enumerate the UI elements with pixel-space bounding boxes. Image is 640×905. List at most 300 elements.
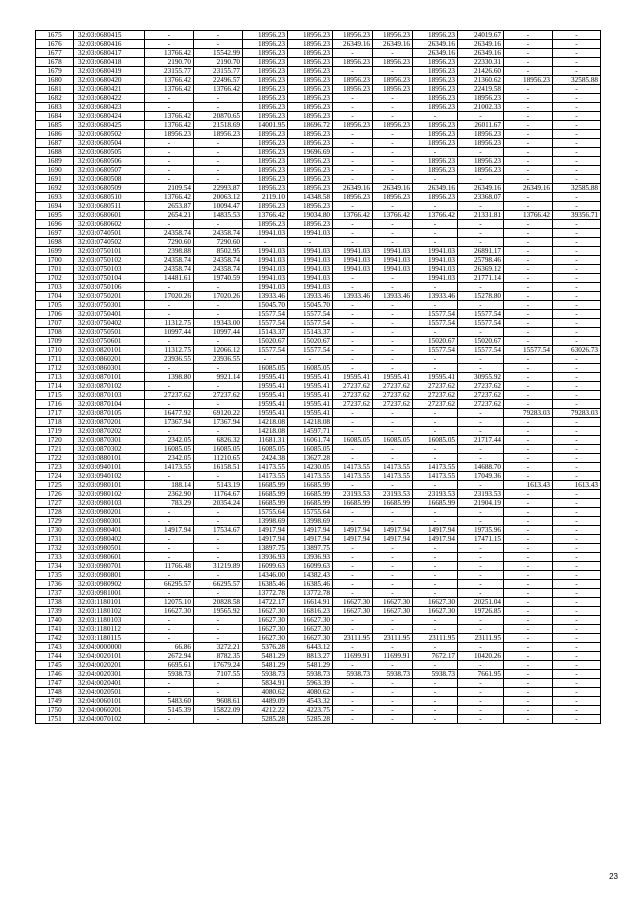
value-cell: - <box>373 337 413 346</box>
value-cell: - <box>553 670 601 679</box>
value-cell: - <box>553 544 601 553</box>
value-cell: 23111.95 <box>333 634 373 643</box>
value-cell: 15577.54 <box>504 346 553 355</box>
value-cell: 18956.23 <box>333 193 373 202</box>
cadastral-number-cell: 32:03:0750301 <box>74 301 145 310</box>
row-number-cell: 1707 <box>36 319 74 328</box>
value-cell: 16614.91 <box>288 598 333 607</box>
value-cell: 16816.23 <box>288 607 333 616</box>
value-cell: - <box>413 580 458 589</box>
cadastral-number-cell: 32:03:0980902 <box>74 580 145 589</box>
value-cell: 18956.23 <box>243 220 288 229</box>
value-cell: 18956.23 <box>413 103 458 112</box>
value-cell: - <box>504 670 553 679</box>
value-cell: - <box>373 688 413 697</box>
table-row <box>36 166 601 175</box>
value-cell: - <box>145 94 194 103</box>
value-cell: 13766.42 <box>243 211 288 220</box>
cadastral-number-cell: 32:03:1180102 <box>74 607 145 616</box>
value-cell: 18956.23 <box>288 49 333 58</box>
value-cell: 13772.78 <box>243 589 288 598</box>
row-number-cell: 1713 <box>36 373 74 382</box>
value-cell: - <box>458 679 504 688</box>
value-cell: - <box>373 229 413 238</box>
value-cell: 13766.42 <box>145 85 194 94</box>
row-number-cell: 1750 <box>36 706 74 715</box>
table-row <box>36 265 601 274</box>
table-row <box>36 688 601 697</box>
value-cell: - <box>145 634 194 643</box>
value-cell: - <box>553 580 601 589</box>
value-cell: 15577.54 <box>288 310 333 319</box>
value-cell: 18956.23 <box>333 121 373 130</box>
value-cell: - <box>553 472 601 481</box>
value-cell: - <box>145 472 194 481</box>
cadastral-number-cell: 32:03:0870101 <box>74 373 145 382</box>
value-cell: - <box>413 220 458 229</box>
row-number-cell: 1720 <box>36 436 74 445</box>
value-cell: 26349.16 <box>504 184 553 193</box>
value-cell: - <box>553 166 601 175</box>
row-number-cell: 1737 <box>36 589 74 598</box>
value-cell: - <box>373 310 413 319</box>
value-cell: - <box>553 418 601 427</box>
value-cell: - <box>504 49 553 58</box>
value-cell: - <box>145 571 194 580</box>
cadastral-number-cell: 32:04:0060101 <box>74 697 145 706</box>
value-cell: 5481.29 <box>288 661 333 670</box>
value-cell: - <box>504 688 553 697</box>
value-cell: - <box>504 445 553 454</box>
page-number: 23 <box>609 872 618 881</box>
value-cell: 27237.62 <box>413 391 458 400</box>
value-cell: - <box>504 319 553 328</box>
table-row <box>36 607 601 616</box>
cadastral-number-cell: 32:03:0870202 <box>74 427 145 436</box>
value-cell: 18956.23 <box>145 130 194 139</box>
value-cell: - <box>504 247 553 256</box>
value-cell: 18956.23 <box>243 58 288 67</box>
value-cell: 5938.73 <box>243 670 288 679</box>
value-cell: - <box>504 40 553 49</box>
value-cell: - <box>458 418 504 427</box>
value-cell: - <box>458 445 504 454</box>
value-cell: 14230.05 <box>288 463 333 472</box>
value-cell: 7107.55 <box>194 670 243 679</box>
value-cell: 14722.17 <box>243 598 288 607</box>
value-cell: - <box>333 67 373 76</box>
value-cell: - <box>504 580 553 589</box>
value-cell: - <box>413 625 458 634</box>
table-row <box>36 148 601 157</box>
value-cell: - <box>553 661 601 670</box>
value-cell: 23193.53 <box>333 490 373 499</box>
row-number-cell: 1734 <box>36 562 74 571</box>
cadastral-number-cell: 32:03:0940101 <box>74 463 145 472</box>
value-cell: 14173.55 <box>288 472 333 481</box>
value-cell: 15577.54 <box>458 310 504 319</box>
value-cell: 66295.57 <box>194 580 243 589</box>
value-cell: - <box>333 571 373 580</box>
value-cell: - <box>145 535 194 544</box>
value-cell: 16085.05 <box>333 436 373 445</box>
cadastral-number-cell: 32:03:0680504 <box>74 139 145 148</box>
value-cell: - <box>504 427 553 436</box>
row-number-cell: 1699 <box>36 247 74 256</box>
cadastral-number-cell: 32:03:0980201 <box>74 508 145 517</box>
value-cell: - <box>333 679 373 688</box>
value-cell: 13766.42 <box>373 211 413 220</box>
value-cell: - <box>373 616 413 625</box>
value-cell: 27237.62 <box>373 382 413 391</box>
value-cell: 18956.23 <box>413 85 458 94</box>
value-cell: 19941.03 <box>243 265 288 274</box>
value-cell: - <box>413 283 458 292</box>
value-cell: - <box>504 94 553 103</box>
value-cell: 27237.62 <box>373 391 413 400</box>
value-cell: 11699.91 <box>373 652 413 661</box>
value-cell: 19941.03 <box>413 274 458 283</box>
value-cell: - <box>194 400 243 409</box>
value-cell: - <box>504 112 553 121</box>
value-cell: 13766.42 <box>145 112 194 121</box>
value-cell: 18956.23 <box>373 121 413 130</box>
value-cell: 18956.23 <box>458 139 504 148</box>
row-number-cell: 1743 <box>36 643 74 652</box>
value-cell: 1613.43 <box>504 481 553 490</box>
value-cell: 17679.24 <box>194 661 243 670</box>
value-cell: - <box>458 715 504 724</box>
value-cell: - <box>373 319 413 328</box>
row-number-cell: 1729 <box>36 517 74 526</box>
row-number-cell: 1698 <box>36 238 74 247</box>
value-cell: 26349.16 <box>458 40 504 49</box>
cadastral-number-cell: 32:03:0820101 <box>74 346 145 355</box>
row-number-cell: 1751 <box>36 715 74 724</box>
value-cell: 26349.16 <box>333 40 373 49</box>
value-cell: - <box>553 193 601 202</box>
value-cell: 19941.03 <box>413 265 458 274</box>
row-number-cell: 1724 <box>36 472 74 481</box>
value-cell: - <box>553 292 601 301</box>
value-cell: - <box>553 220 601 229</box>
value-cell: - <box>333 688 373 697</box>
value-cell: 4543.32 <box>288 697 333 706</box>
table-row <box>36 634 601 643</box>
value-cell: 23936.55 <box>145 355 194 364</box>
value-cell: 18956.23 <box>413 139 458 148</box>
value-cell: 26349.16 <box>413 40 458 49</box>
value-cell: - <box>504 517 553 526</box>
value-cell: 13933.46 <box>413 292 458 301</box>
table-row <box>36 58 601 67</box>
value-cell: 14917.94 <box>288 526 333 535</box>
row-number-cell: 1696 <box>36 220 74 229</box>
value-cell: 14688.70 <box>458 463 504 472</box>
value-cell: 15045.70 <box>243 301 288 310</box>
value-cell: - <box>458 580 504 589</box>
value-cell: 17049.36 <box>458 472 504 481</box>
value-cell: 19941.03 <box>373 265 413 274</box>
value-cell: 18696.72 <box>288 121 333 130</box>
value-cell: 19941.03 <box>373 247 413 256</box>
cadastral-number-cell: 32:03:1180115 <box>74 634 145 643</box>
value-cell: - <box>504 382 553 391</box>
value-cell: 13766.42 <box>194 85 243 94</box>
value-cell: - <box>243 238 288 247</box>
cadastral-number-cell: 32:03:0680425 <box>74 121 145 130</box>
value-cell: - <box>413 445 458 454</box>
value-cell: - <box>413 553 458 562</box>
value-cell: 14218.08 <box>243 427 288 436</box>
value-cell: 32585.88 <box>553 76 601 85</box>
table-row <box>36 139 601 148</box>
table-row <box>36 31 601 40</box>
cadastral-number-cell: 32:03:0740501 <box>74 229 145 238</box>
cadastral-number-cell: 32:04:0020201 <box>74 661 145 670</box>
value-cell: 16061.74 <box>288 436 333 445</box>
value-cell: - <box>145 220 194 229</box>
row-number-cell: 1705 <box>36 301 74 310</box>
value-cell: 5938.73 <box>413 670 458 679</box>
value-cell: - <box>413 148 458 157</box>
table-row <box>36 112 601 121</box>
value-cell: - <box>194 616 243 625</box>
value-cell: 16085.05 <box>243 364 288 373</box>
value-cell: - <box>553 310 601 319</box>
value-cell: - <box>553 643 601 652</box>
value-cell: - <box>194 148 243 157</box>
value-cell: 13936.93 <box>288 553 333 562</box>
cadastral-number-cell: 32:03:0680418 <box>74 58 145 67</box>
table-row <box>36 94 601 103</box>
value-cell: 4223.75 <box>288 706 333 715</box>
value-cell: 13897.75 <box>288 544 333 553</box>
value-cell: - <box>458 364 504 373</box>
value-cell: 27237.62 <box>458 400 504 409</box>
value-cell: - <box>333 112 373 121</box>
value-cell: - <box>504 148 553 157</box>
value-cell: - <box>504 301 553 310</box>
value-cell: - <box>145 589 194 598</box>
value-cell: 7290.60 <box>145 238 194 247</box>
value-cell: - <box>458 283 504 292</box>
value-cell: 15577.54 <box>458 319 504 328</box>
value-cell: - <box>553 499 601 508</box>
value-cell: - <box>504 157 553 166</box>
value-cell: 17534.67 <box>194 526 243 535</box>
value-cell: 18956.23 <box>243 112 288 121</box>
value-cell: 39356.71 <box>553 211 601 220</box>
value-cell: 18956.23 <box>288 76 333 85</box>
value-cell: - <box>413 715 458 724</box>
value-cell: 21717.44 <box>458 436 504 445</box>
row-number-cell: 1682 <box>36 94 74 103</box>
value-cell: 13766.42 <box>145 49 194 58</box>
value-cell: 16627.30 <box>413 598 458 607</box>
value-cell: 18956.23 <box>243 76 288 85</box>
value-cell: 18956.23 <box>288 184 333 193</box>
value-cell: 11764.67 <box>194 490 243 499</box>
value-cell: 18956.23 <box>333 58 373 67</box>
value-cell: - <box>553 139 601 148</box>
value-cell: - <box>333 274 373 283</box>
value-cell: 16085.05 <box>145 445 194 454</box>
value-cell: - <box>553 157 601 166</box>
value-cell: 15577.54 <box>413 346 458 355</box>
cadastral-number-cell: 32:03:0680510 <box>74 193 145 202</box>
value-cell: - <box>553 31 601 40</box>
cadastral-number-cell: 32:03:0870302 <box>74 445 145 454</box>
value-cell: - <box>553 598 601 607</box>
value-cell: - <box>504 274 553 283</box>
value-cell: 13933.46 <box>288 292 333 301</box>
value-cell: - <box>504 400 553 409</box>
value-cell: 22496.57 <box>194 76 243 85</box>
value-cell: 19941.03 <box>243 274 288 283</box>
value-cell: - <box>553 427 601 436</box>
value-cell: 14173.55 <box>243 472 288 481</box>
value-cell: - <box>504 598 553 607</box>
cadastral-number-cell: 32:03:0750101 <box>74 247 145 256</box>
value-cell: 18956.23 <box>288 85 333 94</box>
value-cell: 19565.92 <box>194 607 243 616</box>
row-number-cell: 1700 <box>36 256 74 265</box>
table-row <box>36 400 601 409</box>
value-cell: 783.29 <box>145 499 194 508</box>
value-cell: - <box>458 688 504 697</box>
value-cell: - <box>194 337 243 346</box>
value-cell: - <box>553 112 601 121</box>
value-cell: 14173.55 <box>243 463 288 472</box>
value-cell: - <box>373 697 413 706</box>
value-cell: - <box>333 310 373 319</box>
value-cell: - <box>504 67 553 76</box>
table-row <box>36 652 601 661</box>
value-cell: 24358.74 <box>194 256 243 265</box>
value-cell: 19740.59 <box>194 274 243 283</box>
value-cell: - <box>373 328 413 337</box>
row-number-cell: 1728 <box>36 508 74 517</box>
cadastral-number-cell: 32:03:0980801 <box>74 571 145 580</box>
value-cell: 13933.46 <box>333 292 373 301</box>
table-row <box>36 562 601 571</box>
value-cell: 21904.19 <box>458 499 504 508</box>
value-cell: - <box>553 607 601 616</box>
value-cell: 26349.16 <box>413 49 458 58</box>
table-row <box>36 661 601 670</box>
value-cell: 14917.94 <box>413 526 458 535</box>
value-cell: 23193.53 <box>458 490 504 499</box>
value-cell: 15020.67 <box>243 337 288 346</box>
value-cell: 14597.71 <box>288 427 333 436</box>
value-cell: - <box>413 616 458 625</box>
value-cell: 18956.23 <box>288 220 333 229</box>
cadastral-number-cell: 32:03:0980101 <box>74 481 145 490</box>
value-cell: 19941.03 <box>243 283 288 292</box>
value-cell: - <box>373 571 413 580</box>
value-cell: 9608.61 <box>194 697 243 706</box>
value-cell: 16627.30 <box>243 634 288 643</box>
value-cell: - <box>288 238 333 247</box>
table-row <box>36 544 601 553</box>
value-cell: 15278.80 <box>458 292 504 301</box>
value-cell: - <box>333 445 373 454</box>
value-cell: - <box>333 157 373 166</box>
table-row <box>36 553 601 562</box>
value-cell: 11210.65 <box>194 454 243 463</box>
value-cell: 19941.03 <box>243 256 288 265</box>
value-cell: - <box>373 679 413 688</box>
table-row <box>36 301 601 310</box>
value-cell: - <box>145 337 194 346</box>
value-cell: - <box>458 517 504 526</box>
value-cell: 11699.91 <box>333 652 373 661</box>
value-cell: - <box>553 355 601 364</box>
value-cell: 18956.23 <box>333 31 373 40</box>
value-cell: - <box>413 589 458 598</box>
value-cell: 16627.30 <box>288 625 333 634</box>
value-cell: 20251.04 <box>458 598 504 607</box>
value-cell: - <box>333 94 373 103</box>
value-cell: 27237.62 <box>194 391 243 400</box>
value-cell: - <box>504 490 553 499</box>
value-cell: 18956.23 <box>243 94 288 103</box>
value-cell: 13998.69 <box>288 517 333 526</box>
value-cell: - <box>413 517 458 526</box>
row-number-cell: 1687 <box>36 139 74 148</box>
value-cell: 16085.05 <box>288 364 333 373</box>
value-cell: 14001.95 <box>243 121 288 130</box>
value-cell: 14218.08 <box>243 418 288 427</box>
table-row <box>36 130 601 139</box>
value-cell: 7290.60 <box>194 238 243 247</box>
value-cell: - <box>194 40 243 49</box>
value-cell: - <box>553 535 601 544</box>
row-number-cell: 1746 <box>36 670 74 679</box>
value-cell: - <box>458 202 504 211</box>
value-cell: - <box>413 697 458 706</box>
value-cell: - <box>333 580 373 589</box>
value-cell: 15577.54 <box>243 310 288 319</box>
value-cell: 15577.54 <box>413 310 458 319</box>
value-cell: - <box>504 139 553 148</box>
value-cell: 18956.23 <box>373 193 413 202</box>
value-cell: 16685.99 <box>333 499 373 508</box>
value-cell: 19595.41 <box>288 373 333 382</box>
value-cell: 22330.31 <box>458 58 504 67</box>
value-cell: - <box>373 49 413 58</box>
value-cell: - <box>413 229 458 238</box>
value-cell: 17020.26 <box>145 292 194 301</box>
value-cell: - <box>413 508 458 517</box>
value-cell: 14917.94 <box>373 526 413 535</box>
table-row <box>36 193 601 202</box>
value-cell: - <box>504 589 553 598</box>
value-cell: - <box>333 643 373 652</box>
value-cell: - <box>504 607 553 616</box>
value-cell: 19595.41 <box>373 373 413 382</box>
value-cell: 15822.09 <box>194 706 243 715</box>
value-cell: - <box>504 571 553 580</box>
row-number-cell: 1692 <box>36 184 74 193</box>
value-cell: 26369.12 <box>458 265 504 274</box>
value-cell: 19595.41 <box>243 382 288 391</box>
value-cell: 10997.44 <box>145 328 194 337</box>
value-cell: - <box>553 256 601 265</box>
value-cell: 11312.75 <box>145 319 194 328</box>
value-cell: 18956.23 <box>333 85 373 94</box>
